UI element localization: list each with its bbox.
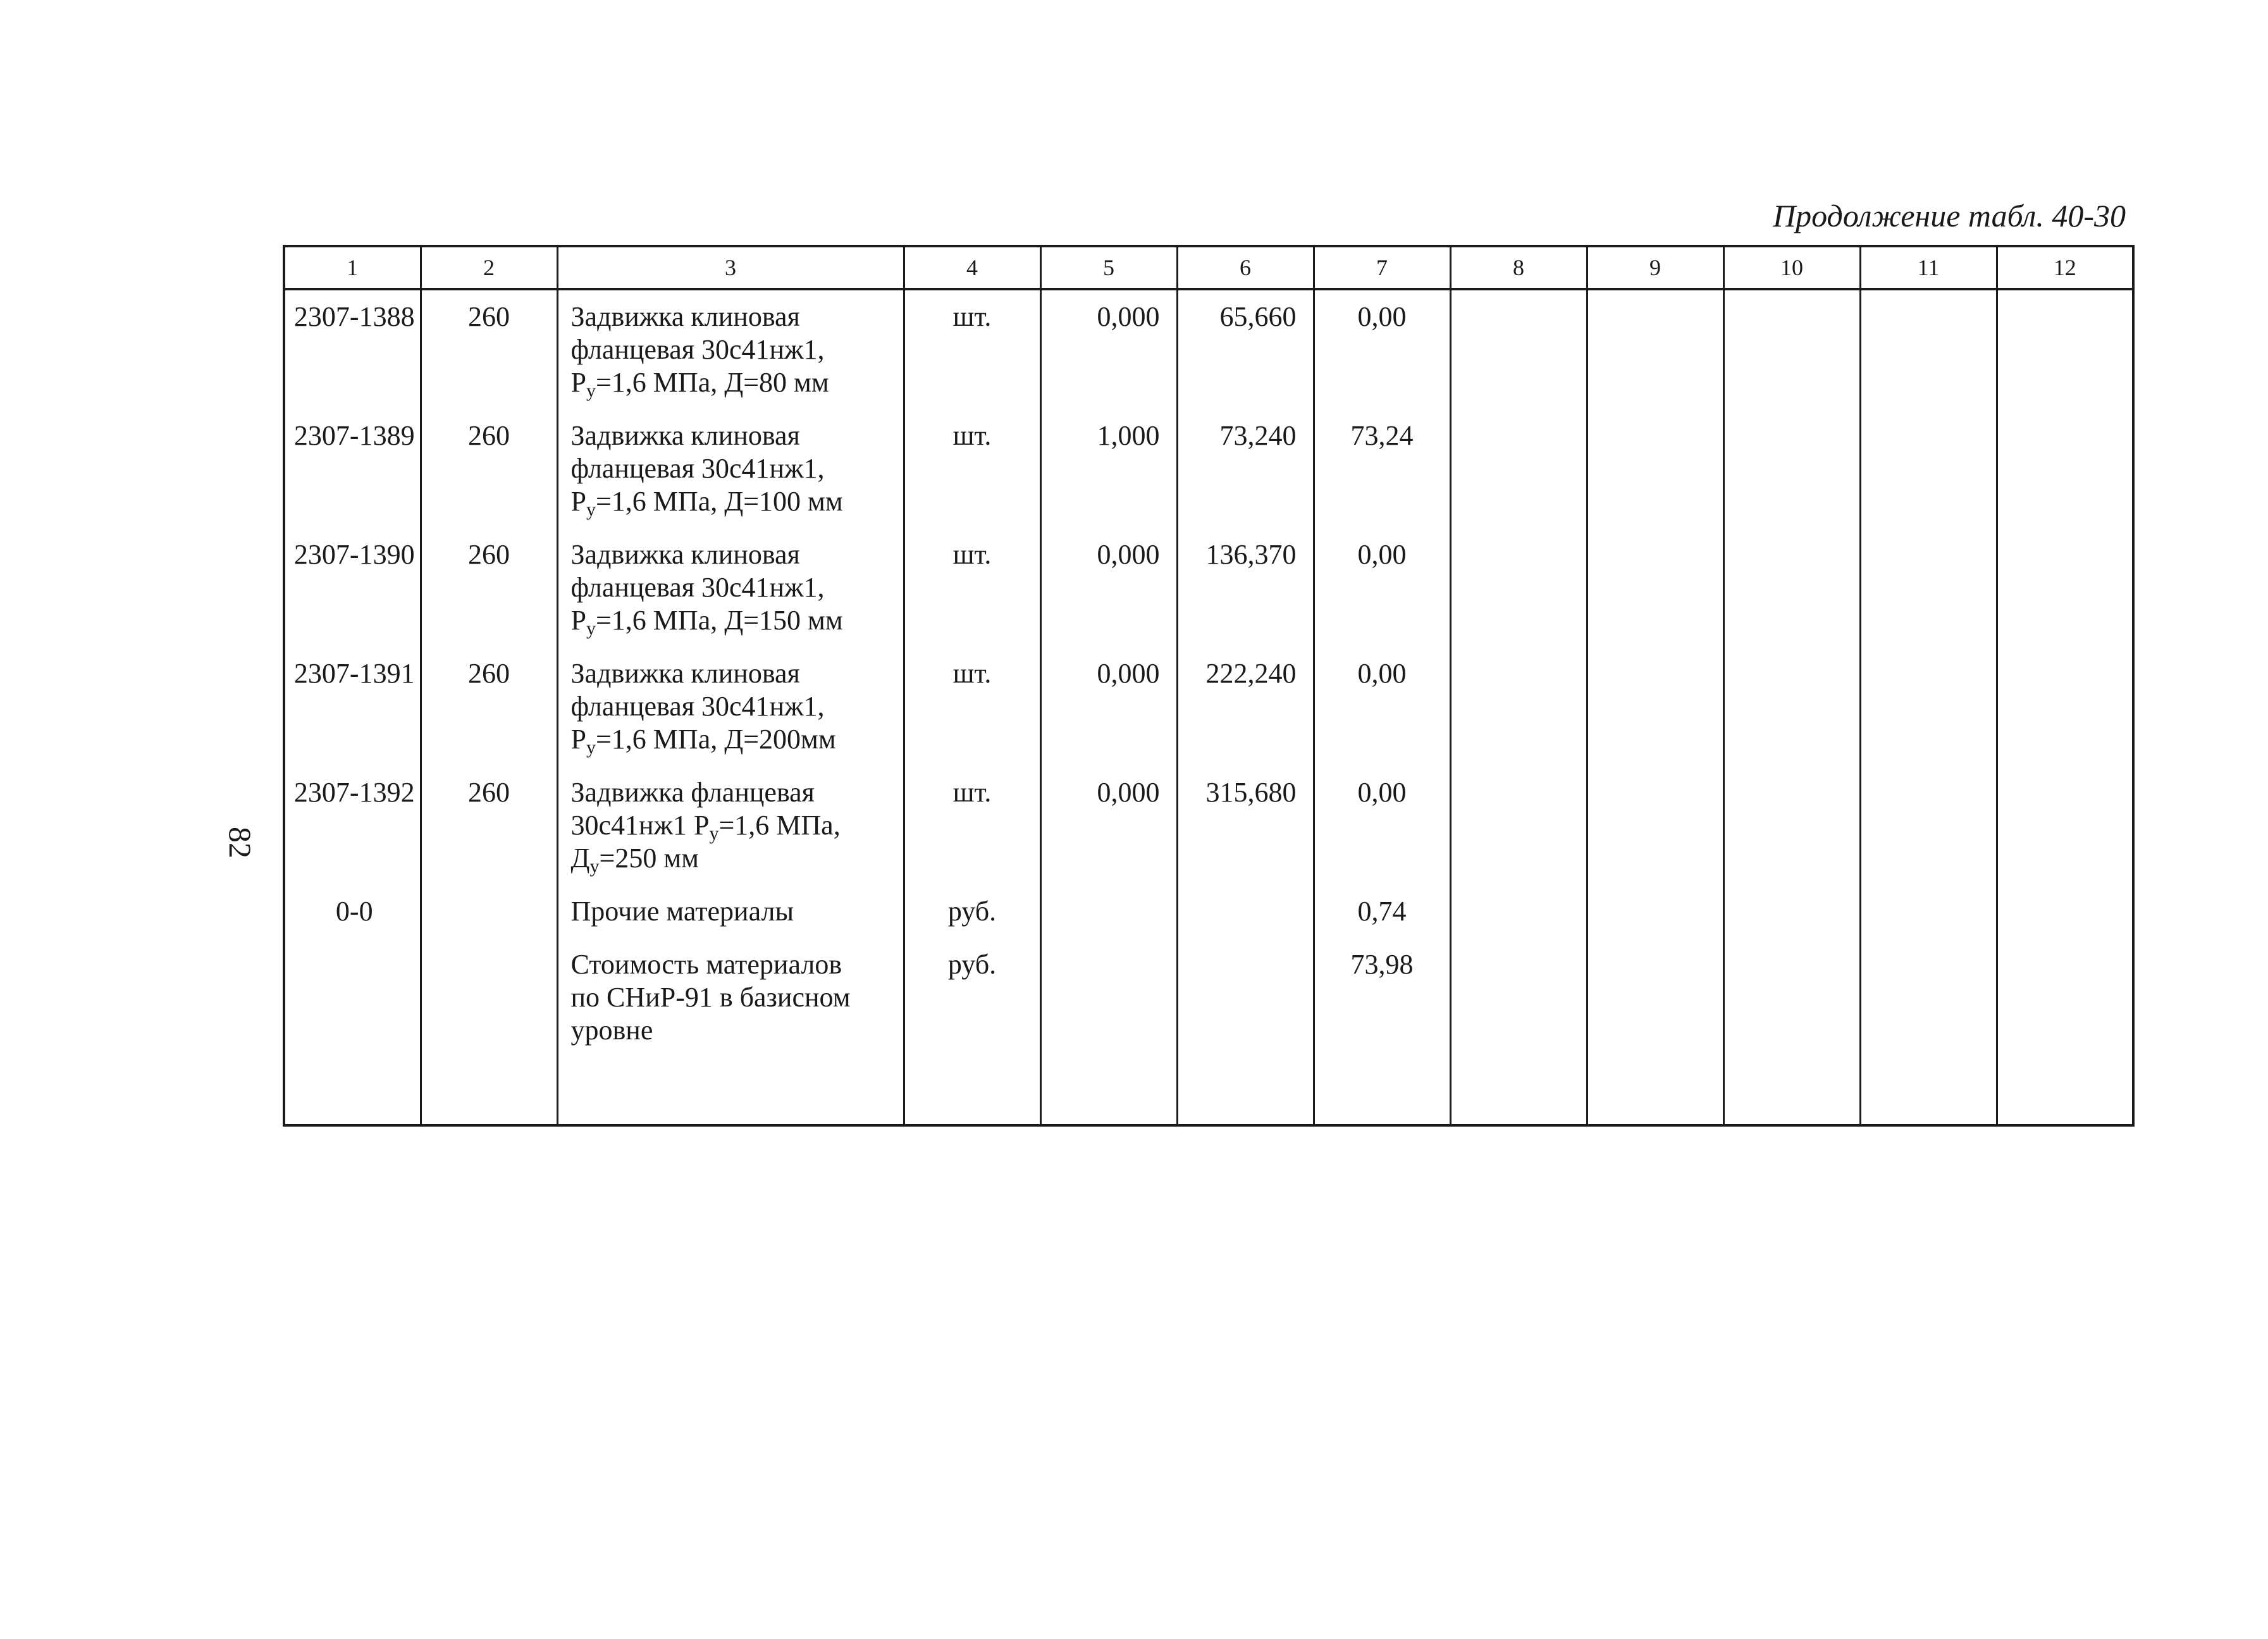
table-row-other-materials <box>284 885 2133 938</box>
column-header: 10 <box>1723 246 1860 289</box>
column-header: 3 <box>557 246 904 289</box>
empty-cell <box>1723 289 1860 409</box>
empty-cell <box>1860 409 1997 528</box>
total-line: Стоимость материалов <box>570 949 842 980</box>
unit: шт. <box>904 409 1040 528</box>
pressure-symbol: Р <box>570 605 586 636</box>
name-line: 30с41нж1 <box>570 810 687 841</box>
cost: 0,00 <box>1314 766 1450 885</box>
group-code: 260 <box>421 409 557 528</box>
unit-price: 136,370 <box>1177 528 1314 647</box>
unit: шт. <box>904 528 1040 647</box>
column-header: 9 <box>1587 246 1723 289</box>
empty-cell <box>1997 647 2133 766</box>
empty-cell <box>284 938 421 1125</box>
column-header: 2 <box>421 246 557 289</box>
name-line: фланцевая 30с41нж1, <box>570 453 825 484</box>
empty-cell <box>1723 409 1860 528</box>
unit-price: 222,240 <box>1177 647 1314 766</box>
group-code: 260 <box>421 766 557 885</box>
name-line: Задвижка клиновая <box>570 658 800 689</box>
pressure-subscript: у <box>586 380 596 401</box>
cost: 0,00 <box>1314 289 1450 409</box>
quantity: 0,000 <box>1040 528 1177 647</box>
total-cost: 73,98 <box>1314 938 1450 1125</box>
name-line: =250 мм <box>599 843 700 874</box>
resource-code: 2307-1390 <box>284 528 421 647</box>
page-number: 82 <box>223 827 258 858</box>
column-header: 1 <box>284 246 421 289</box>
name-line: Задвижка клиновая <box>570 539 800 570</box>
table-continuation-caption: Продолжение табл. 40-30 <box>1773 198 2126 233</box>
pressure-subscript: у <box>586 618 596 639</box>
material-name <box>557 766 904 885</box>
resource-code: 2307-1389 <box>284 409 421 528</box>
table-row <box>284 409 2133 528</box>
empty-cell <box>1997 528 2133 647</box>
empty-cell <box>1860 528 1997 647</box>
empty-cell <box>1723 528 1860 647</box>
name-line: фланцевая 30с41нж1, <box>570 572 825 603</box>
quantity: 1,000 <box>1040 409 1177 528</box>
unit-price: 73,240 <box>1177 409 1314 528</box>
unit-price: 315,680 <box>1177 766 1314 885</box>
pressure-subscript: у <box>709 823 719 844</box>
total-line: уровне <box>570 1015 653 1046</box>
empty-cell <box>1587 766 1723 885</box>
empty-cell <box>1450 409 1587 528</box>
empty-cell <box>1860 766 1997 885</box>
quantity: 0,000 <box>1040 766 1177 885</box>
name-line: =1,6 МПа, Д=80 мм <box>595 367 829 398</box>
header-row <box>284 246 2133 289</box>
name-line: =1,6 МПа, Д=150 мм <box>595 605 843 636</box>
empty-cell <box>1450 289 1587 409</box>
empty-cell <box>1723 766 1860 885</box>
empty-cell <box>1860 885 1997 938</box>
column-header: 12 <box>1997 246 2133 289</box>
material-name <box>557 289 904 409</box>
empty-cell <box>1040 938 1177 1125</box>
empty-cell <box>1450 528 1587 647</box>
column-header: 8 <box>1450 246 1587 289</box>
name-line: фланцевая 30с41нж1, <box>570 334 825 365</box>
empty-cell <box>1587 289 1723 409</box>
column-header: 7 <box>1314 246 1450 289</box>
empty-cell <box>1177 938 1314 1125</box>
materials-table <box>283 245 2135 1127</box>
empty-cell <box>1997 289 2133 409</box>
pressure-symbol: Р <box>570 486 586 517</box>
empty-cell <box>1450 885 1587 938</box>
empty-cell <box>1723 647 1860 766</box>
empty-cell <box>1860 938 1997 1125</box>
name-line: =1,6 МПа, Д=100 мм <box>595 486 843 517</box>
resource-code: 2307-1391 <box>284 647 421 766</box>
diameter-subscript: у <box>589 856 600 877</box>
name-line: Задвижка клиновая <box>570 301 800 332</box>
column-header: 4 <box>904 246 1040 289</box>
unit: шт. <box>904 647 1040 766</box>
unit: руб. <box>904 938 1040 1125</box>
group-code: 260 <box>421 289 557 409</box>
column-header: 5 <box>1040 246 1177 289</box>
unit: шт. <box>904 289 1040 409</box>
resource-code: 0-0 <box>284 885 421 938</box>
empty-cell <box>1723 885 1860 938</box>
name-line: =1,6 МПа, Д=200мм <box>595 724 836 755</box>
cost: 0,00 <box>1314 528 1450 647</box>
empty-cell <box>1860 647 1997 766</box>
diameter-symbol: Д <box>570 843 590 874</box>
empty-cell <box>1587 528 1723 647</box>
name-line: Задвижка клиновая <box>570 420 800 451</box>
empty-cell <box>1587 409 1723 528</box>
empty-cell <box>1997 938 2133 1125</box>
quantity: 0,000 <box>1040 289 1177 409</box>
empty-cell <box>1450 647 1587 766</box>
empty-cell <box>1723 938 1860 1125</box>
group-code: 260 <box>421 647 557 766</box>
material-name <box>557 647 904 766</box>
empty-cell <box>1997 766 2133 885</box>
table-row <box>284 647 2133 766</box>
pressure-symbol: Р <box>693 810 710 841</box>
table-row <box>284 289 2133 409</box>
column-header: 11 <box>1860 246 1997 289</box>
table-row-total <box>284 938 2133 1125</box>
empty-cell <box>1450 766 1587 885</box>
empty-cell <box>421 885 557 938</box>
empty-cell <box>421 938 557 1125</box>
quantity: 0,000 <box>1040 647 1177 766</box>
material-name <box>557 528 904 647</box>
total-label <box>557 938 904 1125</box>
material-name: Прочие материалы <box>557 885 904 938</box>
unit: шт. <box>904 766 1040 885</box>
empty-cell <box>1587 885 1723 938</box>
cost: 73,24 <box>1314 409 1450 528</box>
empty-cell <box>1997 409 2133 528</box>
pressure-subscript: у <box>586 737 596 758</box>
unit: руб. <box>904 885 1040 938</box>
name-line: фланцевая 30с41нж1, <box>570 691 825 722</box>
resource-code: 2307-1388 <box>284 289 421 409</box>
pressure-subscript: у <box>586 499 596 520</box>
material-name <box>557 409 904 528</box>
empty-cell <box>1997 885 2133 938</box>
cost: 0,74 <box>1314 885 1450 938</box>
column-header: 6 <box>1177 246 1314 289</box>
empty-cell <box>1177 885 1314 938</box>
table-row <box>284 766 2133 885</box>
resource-code: 2307-1392 <box>284 766 421 885</box>
empty-cell <box>1587 647 1723 766</box>
empty-cell <box>1587 938 1723 1125</box>
table-row <box>284 528 2133 647</box>
pressure-symbol: Р <box>570 367 586 398</box>
total-line: по СНиР-91 в базисном <box>570 982 851 1013</box>
pressure-symbol: Р <box>570 724 586 755</box>
name-line: Задвижка фланцевая <box>570 777 815 808</box>
unit-price: 65,660 <box>1177 289 1314 409</box>
name-line: =1,6 МПа, <box>718 810 841 841</box>
cost: 0,00 <box>1314 647 1450 766</box>
empty-cell <box>1450 938 1587 1125</box>
empty-cell <box>1040 885 1177 938</box>
empty-cell <box>1860 289 1997 409</box>
group-code: 260 <box>421 528 557 647</box>
